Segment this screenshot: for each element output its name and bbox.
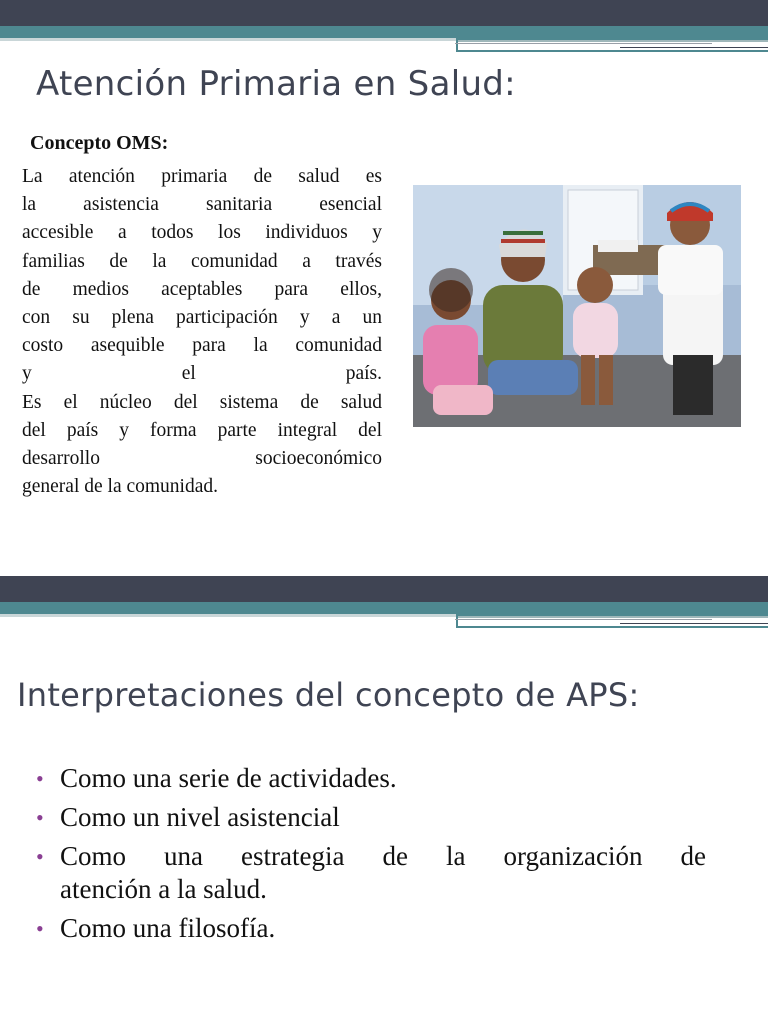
paragraph-line: y el país. [22,363,382,385]
slide-gap [0,512,768,576]
slide-title: Atención Primaria en Salud: [36,64,516,104]
header-band-dark [0,576,768,602]
header-band-shadow [0,614,456,617]
concept-paragraph [22,163,382,501]
list-item-text: atención a la salud. [60,874,267,904]
bullet-icon: • [36,844,44,869]
bullet-icon: • [36,805,44,830]
clinic-photo-illustration [413,185,741,427]
paragraph-line: La atención primaria de salud es [22,166,382,187]
section-subhead: Concepto OMS: [30,132,169,154]
paragraph-line: Es el núcleo del sistema de salud [22,391,382,413]
list-item-text: Como un nivel asistencial [60,802,340,832]
paragraph-line: del país y forma parte integral del [22,419,382,441]
header-rule-short [620,47,768,48]
slide-title: Interpretaciones del concepto de APS: [17,676,640,714]
paragraph-line: la asistencia sanitaria esencial [22,194,382,216]
list-item [36,801,706,834]
header-band-teal [0,602,768,614]
header-band-teal [0,26,768,38]
clinic-photo [413,185,741,427]
header-band-shadow [0,38,456,41]
list-item-text: Como una filosofía. [60,913,276,943]
header-rule [455,619,712,620]
paragraph-line: desarrollo socioeconómico [22,448,382,470]
header-band-dark [0,0,768,26]
list-item [36,840,706,906]
paragraph-line: familias de la comunidad a través [22,250,382,272]
list-item [36,762,706,795]
list-item-text: Como una estrategia de la organización de [60,841,706,871]
slide-interpretaciones [0,576,768,1024]
list-item-text: Como una serie de actividades. [60,763,397,793]
interpretations-list [36,762,706,951]
bullet-icon: • [36,766,44,791]
header-rule [455,43,712,44]
bullet-icon: • [36,916,44,941]
paragraph-line: accesible a todos los individuos y [22,222,382,244]
list-item [36,912,706,945]
header-rule-short [620,623,768,624]
paragraph-line: general de la comunidad. [22,476,218,498]
paragraph-line: con su plena participación y a un [22,307,382,329]
paragraph-line: de medios aceptables para ellos, [22,278,382,300]
paragraph-line: costo asequible para la comunidad [22,335,382,357]
